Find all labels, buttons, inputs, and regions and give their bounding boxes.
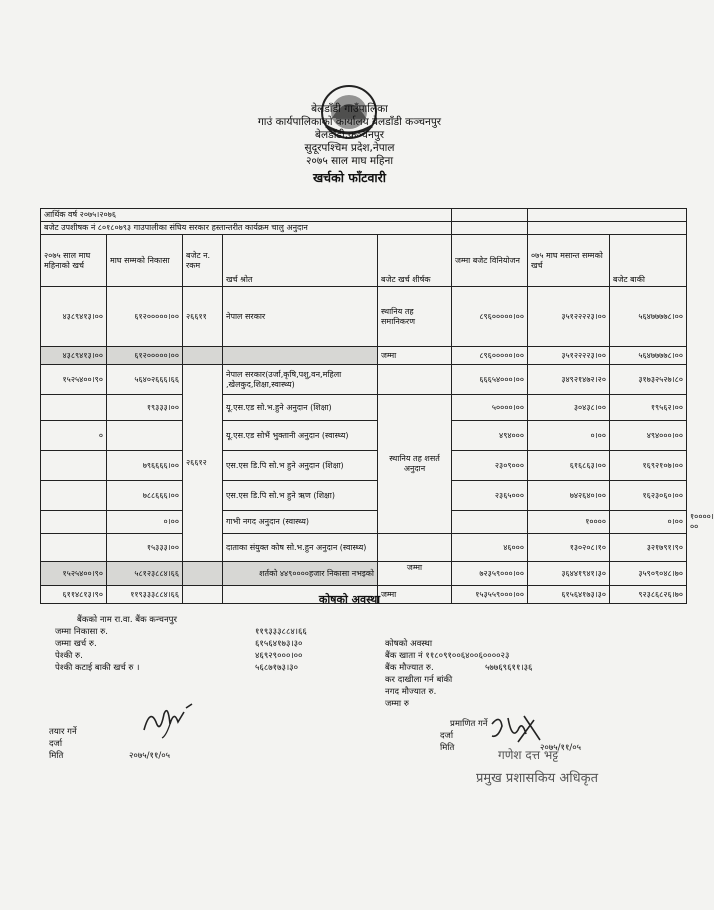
table-cell: ७८८६६६।०० [107,481,183,511]
table-cell: १६२३०६०।०० [610,481,687,511]
officer-title-stamp: प्रमुख प्रशासकिय अधिकृत [476,771,599,786]
date-value: २०७५/११/०५ [129,751,171,761]
office-name: गाउं कार्यपालिकाको कार्यालय बेलडाँडी कञ्चनपुर [257,116,442,128]
table-cell: ६११४८१३।९० [41,586,107,604]
table-cell [41,534,107,562]
designation-label: दर्जा [49,739,63,749]
table-cell [378,365,452,395]
table-cell: ५८१२३८८४।६६ [107,562,183,586]
fund-summary-right [385,638,532,710]
certified-by-label: प्रमाणित गर्ने [450,719,488,729]
summary-value: ४६९२९०००।०० [255,651,303,661]
table-cell: ८९६०००००।०० [452,287,528,347]
table-cell: शर्तको ४४९००००हजार निकासा नभइको [223,562,378,586]
date-label: मिति [49,751,64,761]
summary-label: पेश्की कटाई बाकी खर्च रु । [55,663,140,673]
table-cell: १५२५४००।९० [41,365,107,395]
municipality-name: बेलडाँडी गाउँपालिका [311,103,388,115]
table-cell: जम्मा [378,562,452,586]
table-cell: नेपाल सरकार [223,287,378,347]
prepared-by-label: तयार गर्ने [49,727,77,737]
summary-value: ११९३३३८८४।६६ [255,627,307,637]
table-cell: २६६१२ [183,365,223,562]
fiscal-year-cell: आर्थिक वर्ष २०७५।२०७६ [41,209,452,222]
table-cell [41,451,107,481]
table-cell [41,395,107,421]
header-allocation: जम्मा बजेट विनियोजन [452,235,528,287]
table-cell: ६१५६४१७३।३० [528,586,610,604]
table-cell: ०।०० [107,511,183,534]
table-cell: २६६११ [183,287,223,347]
table-cell: दाताका संयुक्त कोष सो.भ.हुन अनुदान (स्वास्थ्य) [223,534,378,562]
table-cell: जम्मा [378,347,452,365]
table-cell: ५६४७७७७८।०० [610,347,687,365]
table-cell: ७४२६४०।०० [528,481,610,511]
signature-icon [488,710,548,750]
summary-value: ६१५६४१७३।३० [255,639,303,649]
table-cell: ४९४००० [452,421,528,451]
table-cell: गाभी नगद अनुदान (स्वास्थ्य) [223,511,378,534]
province-name: सुदूरपश्चिम प्रदेश,नेपाल [304,142,395,154]
table-cell [41,481,107,511]
office-address: बेलडाँडी,कञ्चनपुर [314,129,385,141]
summary-label: पेश्की रु. [55,651,83,661]
table-cell: ६६६५४०००।०० [452,365,528,395]
summary-value: ५७७६९६११।३६ [485,663,533,673]
report-period: २०७५ साल माघ महिना [305,155,394,167]
table-cell: ०।०० [528,421,610,451]
table-cell: ५००००।०० [452,395,528,421]
table-cell: १३०२०८।१० [528,534,610,562]
table-cell: ४३८९४१३।०० [41,287,107,347]
table-cell: ० [41,421,107,451]
table-cell: ६१६८६३।०० [528,451,610,481]
table-cell: ४९४०००।०० [610,421,687,451]
table-cell: ३४९२१४७२।२० [528,365,610,395]
table-cell: ७९६६६६।०० [107,451,183,481]
table-cell: ४३८९४१३।०० [41,347,107,365]
table-cell: ३२१७९१।९० [610,534,687,562]
header-release: माघ सम्मको निकासा [107,235,183,287]
table-cell: ४६००० [452,534,528,562]
fund-status-subtitle: कोषको अवस्था [385,639,433,649]
document-header [0,103,699,186]
table-cell: ११९३३३८८४।६६ [107,586,183,604]
table-cell: ९२३८६८२६।७० [610,586,687,604]
table-cell: ६१२०००००।०० [107,347,183,365]
table-cell: ३५९०९०४८।७० [610,562,687,586]
fund-status-title: कोषको अवस्था [318,593,381,606]
table-cell: १६९२१०७।०० [610,451,687,481]
table-cell: यू.एस.एड सो.भ.हुने अनुदान (शिक्षा) [223,395,378,421]
table-cell: स्थानिय तह शसर्त अनुदान [378,395,452,534]
table-cell: नेपाल सरकार(उर्जा,कृषि,पशु,वन,महिला ,खेलकुद,शिक्षा,स्वास्थ्य) [223,365,378,395]
summary-label: कर दाखीला गर्न बांकी [385,675,453,685]
table-cell: १५२५४००।९० [41,562,107,586]
table-cell: ३५१२२२२३।०० [528,347,610,365]
table-cell: १९५६२।०० [610,395,687,421]
table-cell [41,511,107,534]
table-cell: एस.एस डि.पि सो.भ हुने अनुदान (शिक्षा) [223,451,378,481]
summary-label: नगद मौज्यात रु. [385,687,437,697]
fund-summary-left [55,614,307,674]
header-budget-no: बजेट न. रकम [183,235,223,287]
table-cell: ७२३५९०००।०० [452,562,528,586]
budget-subhead-cell: बजेट उपशीषक नं ८०१८०७९३ गाउपालीका संघिय सरकार हस्तान्तरीत कार्यक्रम चालु अनुदान [41,222,452,235]
bank-name: बैंकको नाम रा.वा. बैंक कन्चनपुर [77,615,177,625]
table-cell: यू.एस.एड सोभैं भुक्तानी अनुदान (स्वास्थ्य) [223,421,378,451]
table-cell: २३०९००० [452,451,528,481]
header-balance: बजेट बाकी [610,235,687,287]
expense-table: आर्थिक वर्ष २०७५।२०७६ बजेट उपशीषक नं ८०१८०७९३ गाउपालीका संघिय सरकार हस्तान्तरीत कार्यक्रम चालु अनुदान २०७५ साल माघ महिनाको खर्च माघ सम्मको निकासा बजेट न. रकम खर्च श्रोत बजेट खर्च शीर्षक जम्मा बजेट विनियोजन ०७५ माघ मसान्त सम्मको खर्च बजेट बाकी ४३८९४१३।०० ६१२०००००।०० २६६११ नेपाल सरकार स्थानिय तह समानिकरण ८९६०००००।०० ३५१२२२२३।०० ५६४७७७७८।०० ४३८९४१३।०० ६१२०००००।०० जम्मा ८९६०००००।०० ३५१२२२२३।०० ५६४७७७७८।०० १५२५४००।९० ५६४०२६६६।६६ २६६१२ नेपाल सरकार(उर्जा,कृषि,पशु,वन,महिला ,खेलकुद,शिक्षा,स्वास्थ्य) ६६६५४०००।०० ३४९२१४७२।२० ३१७३२५२७।८० १९३३३।०० यू.एस.एड सो.भ.हुने अनुदान (शिक्षा) स्थानिय तह शसर्त अनुदान ५००००।०० ३०४३८।०० १९५६२।०० ० यू.एस.एड सोभैं भुक्तानी अनुदान (स्वास्थ्य) ४९४००० ०।०० ४९४०००।०० ७९६६६६।०० एस.एस डि.पि सो.भ हुने अनुदान (शिक्षा) २३०९००० ६१६८६३।०० १६९२१०७।०० ७८८६६६।०० एस.एस डि.पि सो.भ हुने ऋण (शिक्षा) २३६५००० ७४२६४०।०० १६२३०६०।०० ०।०० गाभी नगद अनुदान (स्वास्थ्य) १०००० ०।०० १००००।०० १५३३३।०० दाताका संयुक्त कोष सो.भ.हुन अनुदान (स्वास्थ्य) ४६००० १३०२०८।१० ३२१७९१।९० १५२५४००।९० ५८१२३८८४।६६ शर्तको ४४९००००हजार निकासा नभइको जम्मा ७२३५९०००।०० ३६४४१९४१।३० ३५९०९०४८।७० ६११४८१३।९० ११९३३३८८४।६६ जम्मा १५३५५९०००।०० ६१५६४१७३।३० ९२३८६८२६।७० [40,208,687,604]
table-cell: एस.एस डि.पि सो.भ हुने ऋण (शिक्षा) [223,481,378,511]
signature-icon [140,700,195,740]
table-cell: ३५१२२२२३।०० [528,287,610,347]
table-cell: स्थानिय तह समानिकरण [378,287,452,347]
summary-value: ५६८७१७३।३० [255,663,299,673]
table-cell: ३०४३८।०० [528,395,610,421]
table-cell: ८९६०००००।०० [452,347,528,365]
header-month-expense: २०७५ साल माघ महिनाको खर्च [41,235,107,287]
header-cumulative-expense: ०७५ माघ मसान्त सम्मको खर्च [528,235,610,287]
table-cell: १०००० [528,511,610,534]
table-cell: ३१७३२५२७।८० [610,365,687,395]
bleed-through-text [272,60,275,71]
summary-label: जम्मा निकासा रु. [55,627,108,637]
header-source: खर्च श्रोत [223,235,378,287]
date-value: २०७५/११/०५ [540,743,582,753]
summary-label: बैंक मौज्यात रु. [385,663,434,673]
table-cell: ६१२०००००।०० [107,287,183,347]
table-cell: १९३३३।०० [107,395,183,421]
report-title: खर्चको फाँटवारी [312,170,387,185]
table-cell: १५३३३।०० [107,534,183,562]
summary-label: जम्मा रु [385,699,409,709]
designation-label: दर्जा [440,731,454,741]
table-cell: ५६४०२६६६।६६ [107,365,183,395]
header-heading: बजेट खर्च शीर्षक [378,235,452,287]
table-cell: जम्मा [378,586,452,604]
table-cell [107,421,183,451]
table-cell: ५६४७७७७८।०० [610,287,687,347]
table-cell: ३६४४१९४१।३० [528,562,610,586]
officer-name-stamp: गणेश दत्त भट्ट [498,748,559,762]
date-label: मिति [440,743,455,753]
table-cell: ०।०० [610,511,687,534]
bank-account-number: बैंक खाता नं ११८०९१००६४००६००००२३ [385,651,510,661]
table-cell: १५३५५९०००।०० [452,586,528,604]
summary-label: जम्मा खर्च रु. [55,639,97,649]
table-cell: २३६५००० [452,481,528,511]
